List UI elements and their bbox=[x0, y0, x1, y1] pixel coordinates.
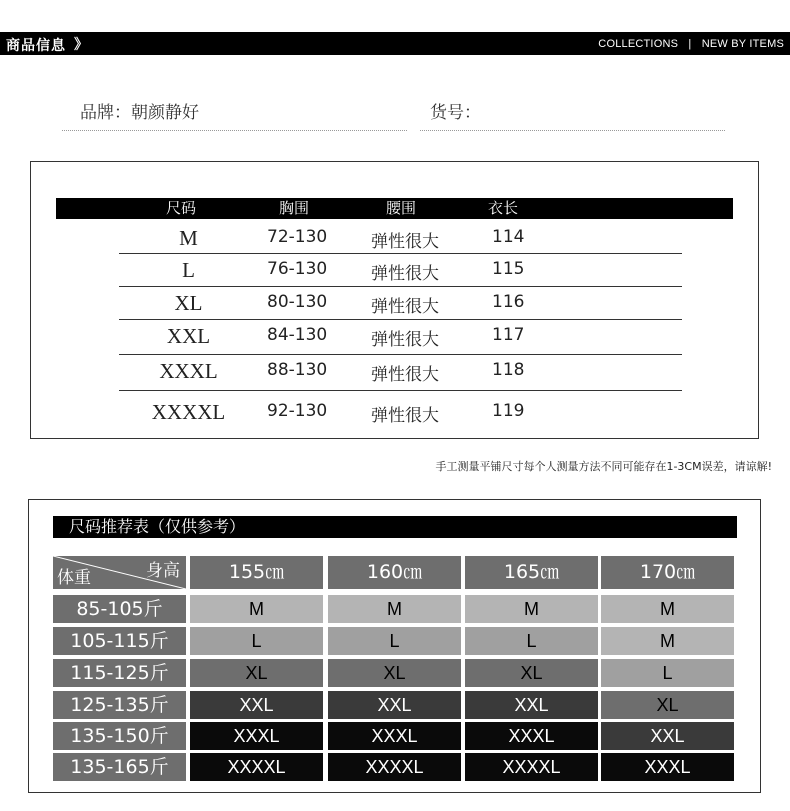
recommended-size-cell: L bbox=[328, 627, 461, 655]
header-chest: 胸围 bbox=[279, 199, 310, 217]
height-header-cell: 170㎝ bbox=[601, 556, 734, 589]
recommended-size-cell: M bbox=[190, 595, 323, 623]
corner-weight-label: 体重 bbox=[57, 568, 91, 588]
size-table bbox=[30, 161, 759, 439]
dotted-divider bbox=[420, 130, 725, 131]
header-length: 衣长 bbox=[488, 199, 519, 217]
size-recommendation-table bbox=[28, 499, 761, 793]
section-title: 商品信息 bbox=[6, 38, 66, 54]
header-size: 尺码 bbox=[166, 199, 197, 217]
recommended-size-cell: M bbox=[328, 595, 461, 623]
row-divider bbox=[119, 253, 682, 254]
recommendation-title-bar bbox=[53, 516, 737, 538]
size-table-cell-chest: 72-130 bbox=[267, 227, 328, 247]
recommended-size-cell: XXXXL bbox=[465, 753, 598, 781]
recommended-size-cell: XXL bbox=[328, 691, 461, 719]
recommended-size-cell: M bbox=[465, 595, 598, 623]
size-table-cell-chest: 84-130 bbox=[267, 325, 328, 345]
size-table-cell-length: 114 bbox=[492, 227, 525, 247]
recommended-size-cell: XXL bbox=[465, 691, 598, 719]
height-header-cell: 165㎝ bbox=[465, 556, 598, 589]
weight-row-label: 125-135斤 bbox=[53, 691, 186, 719]
top-header-bar bbox=[0, 32, 790, 55]
row-divider bbox=[119, 354, 682, 355]
recommended-size-cell: XXXL bbox=[328, 722, 461, 750]
recommended-size-cell: L bbox=[190, 627, 323, 655]
recommended-size-cell: XXL bbox=[601, 722, 734, 750]
header-waist: 腰围 bbox=[386, 199, 417, 217]
recommended-size-cell: L bbox=[465, 627, 598, 655]
size-table-cell-size: XXL bbox=[166, 324, 211, 348]
chevron-right-icon: 》 bbox=[74, 37, 88, 53]
row-divider bbox=[119, 390, 682, 391]
size-table-cell-chest: 80-130 bbox=[267, 292, 328, 312]
recommended-size-cell: XL bbox=[601, 691, 734, 719]
recommended-size-cell: L bbox=[601, 659, 734, 687]
recommended-size-cell: XXXL bbox=[190, 722, 323, 750]
size-table-cell-length: 117 bbox=[492, 325, 525, 345]
size-table-cell-chest: 76-130 bbox=[267, 259, 328, 279]
size-table-cell-chest: 88-130 bbox=[267, 360, 328, 380]
recommended-size-cell: XL bbox=[465, 659, 598, 687]
weight-row-label: 135-165斤 bbox=[53, 753, 186, 781]
recommended-size-cell: XXXXL bbox=[190, 753, 323, 781]
weight-row-label: 135-150斤 bbox=[53, 722, 186, 750]
corner-height-label: 身高 bbox=[146, 561, 180, 581]
size-table-cell-size: XXXL bbox=[159, 359, 218, 383]
size-table-cell-size: XL bbox=[174, 291, 203, 315]
collections-link[interactable]: COLLECTIONS bbox=[598, 38, 679, 50]
weight-row-label: 115-125斤 bbox=[53, 659, 186, 687]
header-links bbox=[598, 38, 784, 50]
size-table-cell-size: M bbox=[179, 226, 198, 250]
brand-label: 品牌：朝颜静好 bbox=[80, 103, 199, 123]
size-table-header bbox=[56, 198, 733, 219]
corner-header-cell bbox=[53, 556, 186, 589]
recommended-size-cell: XXXXL bbox=[328, 753, 461, 781]
recommendation-title: 尺码推荐表（仅供参考） bbox=[69, 517, 246, 536]
size-table-cell-length: 119 bbox=[492, 401, 525, 421]
item-number-label: 货号： bbox=[430, 103, 481, 123]
size-table-cell-waist: 弹性很大 bbox=[371, 365, 439, 385]
size-table-cell-length: 115 bbox=[492, 259, 525, 279]
row-divider bbox=[119, 286, 682, 287]
recommended-size-cell: XXXL bbox=[601, 753, 734, 781]
weight-row-label: 85-105斤 bbox=[53, 595, 186, 623]
recommended-size-cell: XXXL bbox=[465, 722, 598, 750]
size-table-cell-waist: 弹性很大 bbox=[371, 330, 439, 350]
dotted-divider bbox=[62, 130, 407, 131]
size-table-cell-waist: 弹性很大 bbox=[371, 406, 439, 426]
new-by-items-link[interactable]: NEW BY ITEMS bbox=[701, 38, 784, 50]
recommended-size-cell: XXL bbox=[190, 691, 323, 719]
size-table-cell-size: L bbox=[182, 258, 195, 282]
recommended-size-cell: XL bbox=[328, 659, 461, 687]
height-header-cell: 160㎝ bbox=[328, 556, 461, 589]
height-header-cell: 155㎝ bbox=[190, 556, 323, 589]
weight-row-label: 105-115斤 bbox=[53, 627, 186, 655]
size-table-cell-waist: 弹性很大 bbox=[371, 264, 439, 284]
measurement-note: 手工测量平铺尺寸每个人测量方法不同可能存在1-3CM误差，请谅解! bbox=[435, 460, 772, 473]
size-table-cell-length: 118 bbox=[492, 360, 525, 380]
size-table-cell-waist: 弹性很大 bbox=[371, 297, 439, 317]
link-separator: | bbox=[688, 38, 692, 50]
recommended-size-cell: M bbox=[601, 627, 734, 655]
row-divider bbox=[119, 319, 682, 320]
size-table-cell-waist: 弹性很大 bbox=[371, 232, 439, 252]
recommended-size-cell: XL bbox=[190, 659, 323, 687]
size-table-cell-size: XXXXL bbox=[151, 400, 226, 424]
size-table-cell-chest: 92-130 bbox=[267, 401, 328, 421]
size-table-cell-length: 116 bbox=[492, 292, 525, 312]
recommended-size-cell: M bbox=[601, 595, 734, 623]
